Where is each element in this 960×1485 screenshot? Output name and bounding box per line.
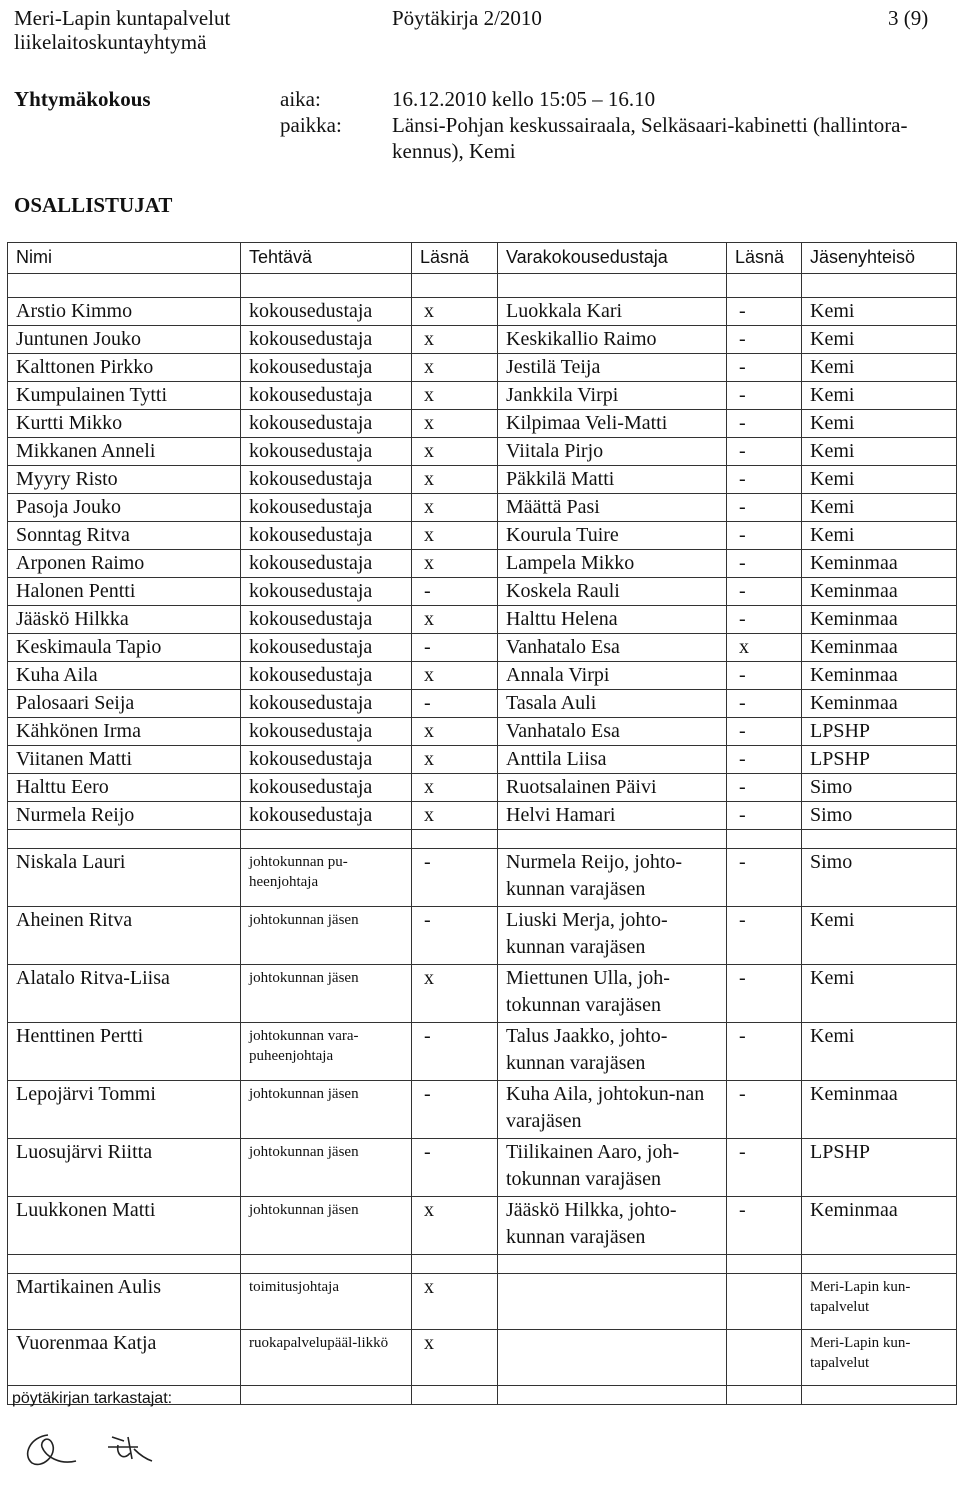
cell-role: kokousedustaja	[241, 662, 412, 690]
cell-role: kokousedustaja	[241, 802, 412, 830]
place-value-continued: kennus), Kemi	[392, 139, 516, 163]
cell-role: kokousedustaja	[241, 634, 412, 662]
table-row	[8, 1023, 957, 1081]
table-header-row	[8, 243, 957, 274]
cell-member-org: Kemi	[802, 410, 957, 438]
cell-deputy-present: -	[727, 849, 802, 907]
cell-deputy-present: -	[727, 718, 802, 746]
cell-name: Nurmela Reijo	[8, 802, 241, 830]
cell-deputy-present: -	[727, 690, 802, 718]
cell-deputy: Miettunen Ulla, joh-tokunnan varajäsen	[498, 965, 727, 1023]
table-row	[8, 907, 957, 965]
cell-member-org: Keminmaa	[802, 1081, 957, 1139]
cell-deputy: Päkkilä Matti	[498, 466, 727, 494]
cell-member-org: Keminmaa	[802, 690, 957, 718]
cell-name: Luosujärvi Riitta	[8, 1139, 241, 1197]
page-number: 3 (9)	[888, 6, 929, 30]
cell-deputy-present: -	[727, 550, 802, 578]
time-label: aika:	[280, 87, 321, 111]
cell-deputy: Lampela Mikko	[498, 550, 727, 578]
cell-member-org: Keminmaa	[802, 634, 957, 662]
spacer-row	[8, 830, 957, 849]
cell-member-org: Keminmaa	[802, 550, 957, 578]
cell-name: Martikainen Aulis	[8, 1274, 241, 1330]
cell-member-org: Meri-Lapin kun-tapalvelut	[802, 1330, 957, 1386]
table-row	[8, 578, 957, 606]
cell-role: kokousedustaja	[241, 326, 412, 354]
cell-member-org: Kemi	[802, 494, 957, 522]
cell-name: Pasoja Jouko	[8, 494, 241, 522]
header-member-org: Jäsenyhteisö	[802, 243, 957, 274]
cell-deputy-present: -	[727, 494, 802, 522]
cell-deputy-present: -	[727, 1023, 802, 1081]
cell-present: x	[412, 1197, 498, 1255]
cell-name: Kalttonen Pirkko	[8, 354, 241, 382]
cell-member-org: Simo	[802, 774, 957, 802]
cell-present: x	[412, 438, 498, 466]
cell-present: x	[412, 298, 498, 326]
cell-present: x	[412, 494, 498, 522]
cell-name: Jääskö Hilkka	[8, 606, 241, 634]
cell-name: Halttu Eero	[8, 774, 241, 802]
cell-deputy: Talus Jaakko, johto-kunnan varajäsen	[498, 1023, 727, 1081]
cell-role: johtokunnan jäsen	[241, 907, 412, 965]
cell-name: Myyry Risto	[8, 466, 241, 494]
cell-deputy: Tiilikainen Aaro, joh-tokunnan varajäsen	[498, 1139, 727, 1197]
cell-present: x	[412, 1330, 498, 1386]
cell-member-org: Kemi	[802, 298, 957, 326]
cell-name: Viitanen Matti	[8, 746, 241, 774]
place-label: paikka:	[280, 113, 342, 137]
cell-name: Aheinen Ritva	[8, 907, 241, 965]
cell-member-org: Kemi	[802, 1023, 957, 1081]
cell-deputy: Jestilä Teija	[498, 354, 727, 382]
cell-present: x	[412, 522, 498, 550]
cell-deputy: Liuski Merja, johto-kunnan varajäsen	[498, 907, 727, 965]
cell-present: -	[412, 849, 498, 907]
cell-member-org: LPSHP	[802, 1139, 957, 1197]
cell-role: kokousedustaja	[241, 466, 412, 494]
cell-present: x	[412, 1274, 498, 1330]
table-row	[8, 466, 957, 494]
cell-present: -	[412, 634, 498, 662]
cell-deputy: Halttu Helena	[498, 606, 727, 634]
cell-name: Vuorenmaa Katja	[8, 1330, 241, 1386]
cell-role: kokousedustaja	[241, 522, 412, 550]
cell-role: kokousedustaja	[241, 410, 412, 438]
cell-present: -	[412, 907, 498, 965]
cell-member-org: Kemi	[802, 907, 957, 965]
cell-deputy: Viitala Pirjo	[498, 438, 727, 466]
cell-role: kokousedustaja	[241, 746, 412, 774]
cell-present: x	[412, 965, 498, 1023]
cell-present: x	[412, 326, 498, 354]
cell-deputy-present: -	[727, 1139, 802, 1197]
cell-member-org: Simo	[802, 849, 957, 907]
cell-present: x	[412, 410, 498, 438]
cell-role: kokousedustaja	[241, 550, 412, 578]
cell-name: Alatalo Ritva-Liisa	[8, 965, 241, 1023]
cell-present: x	[412, 550, 498, 578]
spacer-row	[8, 274, 957, 298]
cell-deputy-present: -	[727, 662, 802, 690]
cell-deputy: Jääskö Hilkka, johto-kunnan varajäsen	[498, 1197, 727, 1255]
table-row	[8, 438, 957, 466]
cell-deputy-present: -	[727, 1197, 802, 1255]
org-name: Meri-Lapin kuntapalvelut	[14, 6, 231, 30]
cell-role: toimitusjohtaja	[241, 1274, 412, 1330]
cell-deputy-present: -	[727, 802, 802, 830]
cell-deputy-present: -	[727, 466, 802, 494]
cell-deputy-present: -	[727, 746, 802, 774]
header-deputy-present: Läsnä	[727, 243, 802, 274]
cell-member-org: Keminmaa	[802, 662, 957, 690]
cell-member-org: LPSHP	[802, 746, 957, 774]
cell-deputy-present: -	[727, 965, 802, 1023]
table-row	[8, 354, 957, 382]
cell-deputy-present: -	[727, 298, 802, 326]
cell-member-org: Kemi	[802, 382, 957, 410]
cell-role: kokousedustaja	[241, 578, 412, 606]
table-row	[8, 382, 957, 410]
table-row	[8, 802, 957, 830]
document-title: Pöytäkirja 2/2010	[392, 6, 542, 30]
cell-name: Kumpulainen Tytti	[8, 382, 241, 410]
cell-present: x	[412, 466, 498, 494]
cell-present: x	[412, 746, 498, 774]
cell-present: x	[412, 354, 498, 382]
cell-name: Halonen Pentti	[8, 578, 241, 606]
cell-member-org: Keminmaa	[802, 1197, 957, 1255]
cell-deputy: Koskela Rauli	[498, 578, 727, 606]
table-row	[8, 550, 957, 578]
cell-role: kokousedustaja	[241, 438, 412, 466]
cell-role: kokousedustaja	[241, 382, 412, 410]
cell-role: johtokunnan pu-heenjohtaja	[241, 849, 412, 907]
cell-present: -	[412, 578, 498, 606]
cell-role: johtokunnan vara-puheenjohtaja	[241, 1023, 412, 1081]
table-row	[8, 746, 957, 774]
cell-deputy-present: -	[727, 907, 802, 965]
cell-role: kokousedustaja	[241, 690, 412, 718]
cell-deputy-present: -	[727, 522, 802, 550]
cell-present: x	[412, 718, 498, 746]
time-value: 16.12.2010 kello 15:05 – 16.10	[392, 87, 656, 111]
cell-present: -	[412, 690, 498, 718]
cell-present: -	[412, 1023, 498, 1081]
cell-member-org: Meri-Lapin kun-tapalvelut	[802, 1274, 957, 1330]
cell-deputy: Vanhatalo Esa	[498, 718, 727, 746]
cell-name: Juntunen Jouko	[8, 326, 241, 354]
cell-deputy-present: -	[727, 578, 802, 606]
cell-name: Niskala Lauri	[8, 849, 241, 907]
cell-deputy: Keskikallio Raimo	[498, 326, 727, 354]
header-name: Nimi	[8, 243, 241, 274]
cell-member-org: Keminmaa	[802, 606, 957, 634]
cell-deputy-present: -	[727, 774, 802, 802]
inspector-signature	[20, 1425, 160, 1475]
cell-role: johtokunnan jäsen	[241, 1139, 412, 1197]
table-row	[8, 965, 957, 1023]
cell-deputy-present: -	[727, 354, 802, 382]
cell-deputy: Kilpimaa Veli-Matti	[498, 410, 727, 438]
cell-deputy-present	[727, 1274, 802, 1330]
table-row	[8, 1197, 957, 1255]
cell-role: kokousedustaja	[241, 718, 412, 746]
inspectors-label: pöytäkirjan tarkastajat:	[12, 1390, 173, 1407]
cell-deputy: Määttä Pasi	[498, 494, 727, 522]
cell-deputy-present: -	[727, 410, 802, 438]
cell-role: johtokunnan jäsen	[241, 1197, 412, 1255]
cell-present: x	[412, 774, 498, 802]
table-row	[8, 298, 957, 326]
cell-role: kokousedustaja	[241, 606, 412, 634]
cell-role: kokousedustaja	[241, 774, 412, 802]
header-role: Tehtävä	[241, 243, 412, 274]
table-row	[8, 662, 957, 690]
table-row	[8, 718, 957, 746]
table-row	[8, 1081, 957, 1139]
table-row	[8, 849, 957, 907]
cell-deputy-present: -	[727, 606, 802, 634]
place-value: Länsi-Pohjan keskussairaala, Selkäsaari-kabinetti (hallintora-	[392, 113, 908, 137]
cell-deputy-present	[727, 1330, 802, 1386]
table-row	[8, 690, 957, 718]
header-deputy: Varakokousedustaja	[498, 243, 727, 274]
table-row	[8, 606, 957, 634]
cell-name: Mikkanen Anneli	[8, 438, 241, 466]
table-row	[8, 1139, 957, 1197]
cell-present: x	[412, 606, 498, 634]
cell-member-org: Simo	[802, 802, 957, 830]
cell-member-org: LPSHP	[802, 718, 957, 746]
cell-member-org: Keminmaa	[802, 578, 957, 606]
cell-name: Arstio Kimmo	[8, 298, 241, 326]
cell-name: Keskimaula Tapio	[8, 634, 241, 662]
cell-name: Luukkonen Matti	[8, 1197, 241, 1255]
cell-present: -	[412, 1081, 498, 1139]
cell-role: johtokunnan jäsen	[241, 1081, 412, 1139]
cell-name: Kähkönen Irma	[8, 718, 241, 746]
cell-member-org: Kemi	[802, 354, 957, 382]
table-row	[8, 326, 957, 354]
cell-name: Lepojärvi Tommi	[8, 1081, 241, 1139]
cell-member-org: Kemi	[802, 466, 957, 494]
cell-deputy: Helvi Hamari	[498, 802, 727, 830]
cell-member-org: Kemi	[802, 965, 957, 1023]
cell-role: johtokunnan jäsen	[241, 965, 412, 1023]
cell-deputy-present: -	[727, 1081, 802, 1139]
table-row	[8, 410, 957, 438]
cell-present: -	[412, 1139, 498, 1197]
table-row	[8, 1274, 957, 1330]
cell-deputy: Annala Virpi	[498, 662, 727, 690]
cell-deputy: Ruotsalainen Päivi	[498, 774, 727, 802]
section-title: OSALLISTUJAT	[14, 193, 173, 217]
cell-name: Kurtti Mikko	[8, 410, 241, 438]
cell-role: kokousedustaja	[241, 494, 412, 522]
table-row	[8, 522, 957, 550]
cell-deputy-present: -	[727, 438, 802, 466]
cell-role: kokousedustaja	[241, 298, 412, 326]
org-subname: liikelaitoskuntayhtymä	[14, 30, 207, 54]
table-row	[8, 774, 957, 802]
cell-deputy: Jankkila Virpi	[498, 382, 727, 410]
cell-name: Palosaari Seija	[8, 690, 241, 718]
cell-deputy: Vanhatalo Esa	[498, 634, 727, 662]
cell-name: Arponen Raimo	[8, 550, 241, 578]
spacer-row	[8, 1255, 957, 1274]
cell-deputy: Nurmela Reijo, johto-kunnan varajäsen	[498, 849, 727, 907]
attendance-table	[7, 242, 957, 1405]
cell-deputy-present: x	[727, 634, 802, 662]
cell-deputy	[498, 1274, 727, 1330]
cell-deputy-present: -	[727, 382, 802, 410]
cell-role: kokousedustaja	[241, 354, 412, 382]
cell-name: Henttinen Pertti	[8, 1023, 241, 1081]
cell-deputy-present: -	[727, 326, 802, 354]
cell-member-org: Kemi	[802, 326, 957, 354]
cell-deputy: Kourula Tuire	[498, 522, 727, 550]
meeting-label: Yhtymäkokous	[14, 87, 151, 111]
cell-present: x	[412, 802, 498, 830]
cell-deputy: Tasala Auli	[498, 690, 727, 718]
header-present: Läsnä	[412, 243, 498, 274]
cell-role: ruokapalvelupääl-likkö	[241, 1330, 412, 1386]
cell-present: x	[412, 662, 498, 690]
table-row	[8, 634, 957, 662]
cell-deputy	[498, 1330, 727, 1386]
table-row	[8, 494, 957, 522]
cell-name: Sonntag Ritva	[8, 522, 241, 550]
cell-member-org: Kemi	[802, 522, 957, 550]
table-row	[8, 1330, 957, 1386]
cell-member-org: Kemi	[802, 438, 957, 466]
cell-deputy: Anttila Liisa	[498, 746, 727, 774]
cell-name: Kuha Aila	[8, 662, 241, 690]
cell-deputy: Kuha Aila, johtokun-nan varajäsen	[498, 1081, 727, 1139]
cell-present: x	[412, 382, 498, 410]
cell-deputy: Luokkala Kari	[498, 298, 727, 326]
